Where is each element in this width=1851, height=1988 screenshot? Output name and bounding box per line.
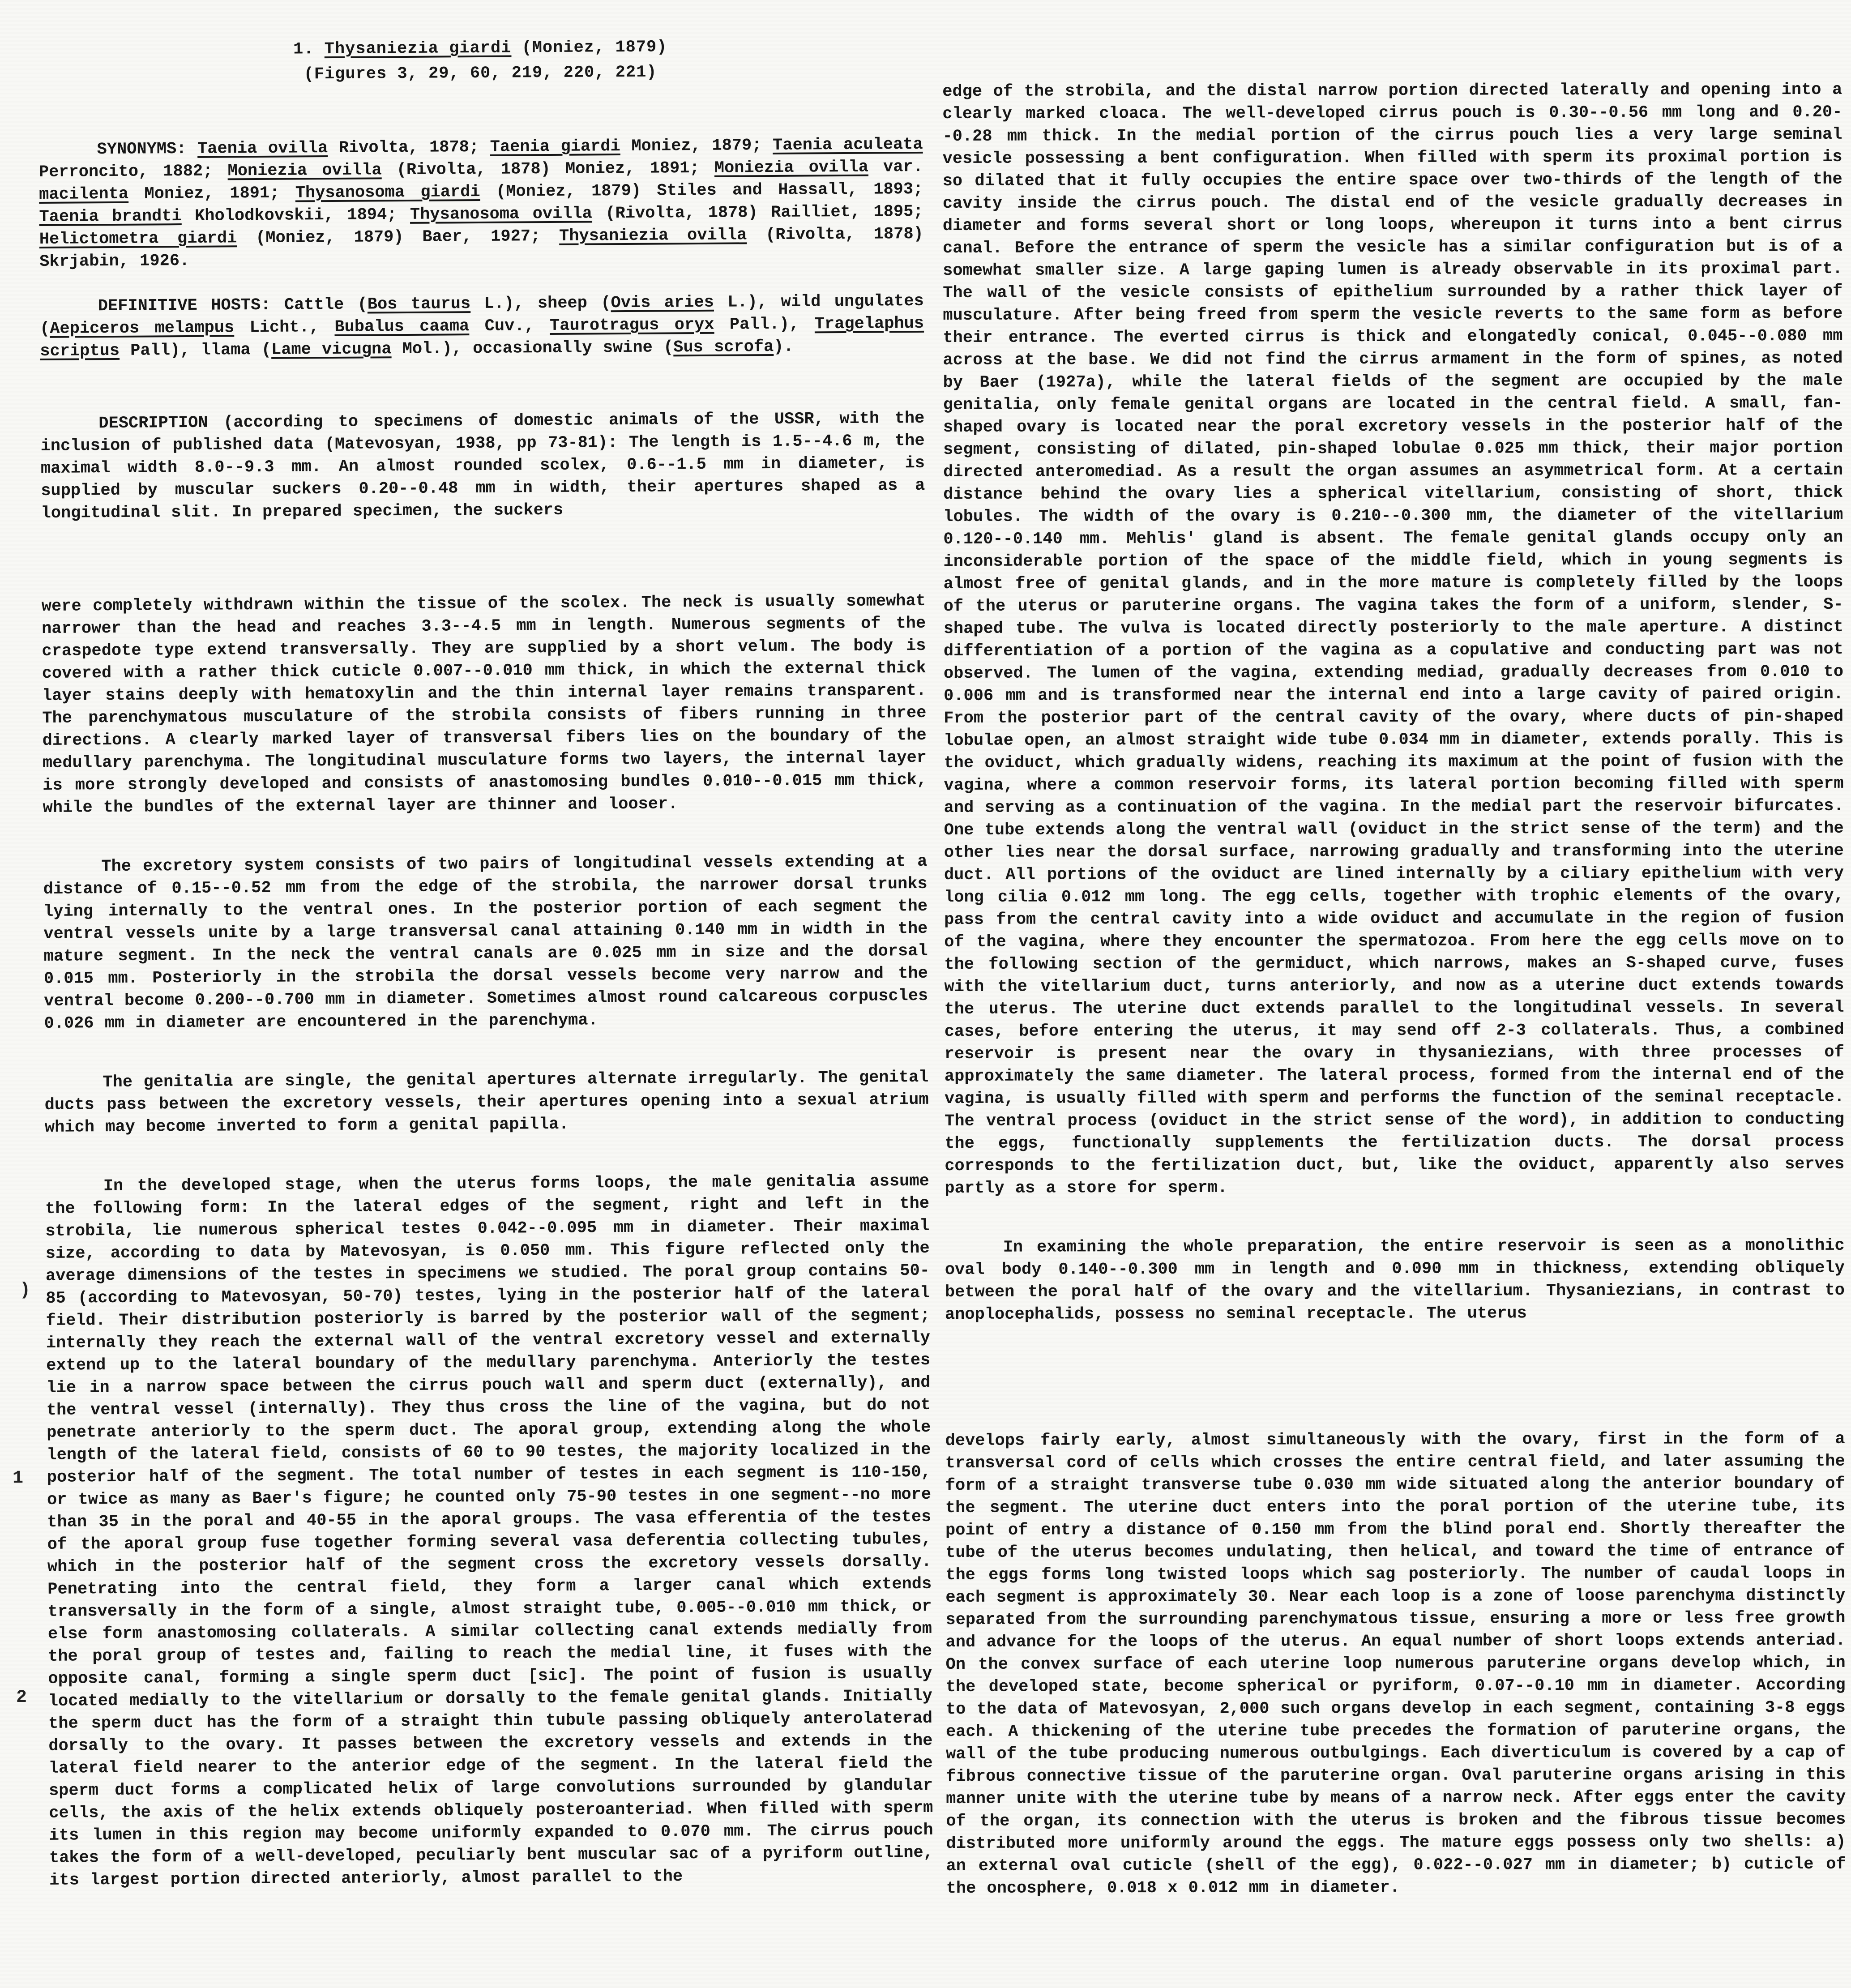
- right-column: [942, 29, 1846, 1900]
- margin-mark-2: 2: [16, 1688, 27, 1708]
- description-paragraph-1: DESCRIPTION (according to specimens of domestic animals of the USSR, with the inclusion of published data (Matevosyan, 1938, pp 73-81): The length is 1.5--4.6 m, the maximal width 8.0--9.3 mm. An almost rounded scolex, 0.6--1.5 mm in diameter, is supplied by muscular suckers 0.20--0.48 mm in width, their apertures shaped as a longitudinal slit. In prepared specimen, the suckers: [40, 409, 925, 523]
- synonyms-paragraph: SYNONYMS: Taenia ovilla Rivolta, 1878; Taenia giardi Moniez, 1879; Taenia aculeata Perroncito, 1882; Moniezia ovilla (Rivolta, 1878) Moniez, 1891; Moniezia ovilla var. macilenta Moniez, 1891; Thysanosoma giardi (Moniez, 1879) Stiles and Hassall, 1893; Taenia brandti Kholodkovskii, 1894; Thysanosoma ovilla (Rivolta, 1878) Railliet, 1895; Helictometra giardi (Moniez, 1879) Baer, 1927; Thysaniezia ovilla (Rivolta, 1878) Skrjabin, 1926.: [38, 135, 923, 271]
- left-column: [38, 25, 933, 1892]
- reservoir-paragraph: In examining the whole preparation, the entire reservoir is seen as a monolithic oval body 0.140--0.300 mm in length and 0.090 mm in thickness, extending obliquely between the poral half of the ovary and the vitellarium. Thysaniezians, in contrast to anoplocephalids, possess no seminal receptacle. The uterus: [945, 1236, 1845, 1324]
- description-paragraph-2: were completely withdrawn within the tissue of the scolex. The neck is usually somewhat narrower than the head and reaches 3.3--4.5 mm in length. Numerous segments of the craspedote type extend transversally. They are supplied by a short velum. The body is covered with a rather thick cuticle 0.007--0.010 mm thick, in which the external thick layer stains deeply with hematoxylin and the thin internal layer remains transparent. The parenchymatous musculature of the strobila consists of fibers running in three directions. A clearly marked layer of transversal fibers lies on the boundary of the medullary parenchyma. The longitudinal musculature forms two layers, the internal layer is more strongly developed and consists of anastomosing bundles 0.010--0.015 mm thick, while the bundles of the external layer are thinner and looser.: [41, 591, 927, 817]
- male-genitalia-paragraph: In the developed stage, when the uterus forms loops, the male genitalia assume the following form: In the lateral edges of the segment, right and left in the strobila, lie numerous spherical testes 0.042--0.095 mm in diameter. Their maximal size, according to data by Matevosyan, is 0.050 mm. This figure reflected only the average dimensions of the testes in specimens we studied. The poral group contains 50-85 (according to Matevosyan, 50-70) testes, lying in the posterior half of the lateral field. Their distribution posteriorly is barred by the posterior wall of the segment; internally they reach the external wall of the ventral excretory vessel and externally extend up to the lateral boundary of the medullary parenchyma. Anteriorly the testes lie in a narrow space between the cirrus pouch wall and sperm duct (externally), and the ventral vessel (internally). They thus cross the line of the vagina, but do not penetrate anteriorly to the sperm duct. The aporal group, extending along the whole length of the lateral field, consists of 60 to 90 testes, the majority localized in the posterior half of the segment. The total number of testes in each segment is 110-150, or twice as many as Baer's figure; he counted only 75-90 testes in one segment--no more than 35 in the poral and 40-55 in the aporal groups. The vasa efferentia of the testes of the aporal group fuse together forming several vasa deferentia collecting tubules, which in the posterior half of the segment cross the excretory vessels dorsally. Penetrating into the central field, they form a larger canal which extends transversally in the form of a single, almost straight tube, 0.005--0.010 mm thick, or else form anastomosing collaterals. A similar collecting canal extends medially from the poral group of testes and, failing to reach the medial line, it fuses with the opposite canal, forming a single sperm duct [sic]. The point of fusion is usually located medially to the vitellarium or dorsally to the female genital glands. Initially the sperm duct has the form of a straight thin tubule passing obliquely anterolaterad dorsally to the ovary. It passes between the excretory vessels and extends in the lateral field nearer to the anterior edge of the segment. In the lateral field the sperm duct forms a complicated helix of large convolutions surrounded by glandular cells, the axis of the helix extends obliquely posteroanteriad. When filled with sperm its lumen in this region may become uniformly expanded to 0.070 mm. The cirrus pouch takes the form of a well-developed, peculiarly bent muscular sac of a pyriform outline, its largest portion directed anteriorly, almost parallel to the: [45, 1171, 934, 1890]
- title-line-2: (Figures 3, 29, 60, 219, 220, 221): [304, 63, 657, 84]
- margin-mark-paren: ): [20, 1280, 31, 1300]
- title-line-1: 1. Thysaniezia giardi (Moniez, 1879): [293, 38, 667, 59]
- genitalia-paragraph: The genitalia are single, the genital apertures alternate irregularly. The genital ducts pass between the excretory vessels, their apertures opening into a sexual atrium which may become inverted to form a genital papilla.: [44, 1068, 929, 1137]
- section-title: [38, 33, 923, 89]
- cirrus-pouch-continuation-paragraph: edge of the strobila, and the distal narrow portion directed laterally and opening into a clearly marked cloaca. The well-developed cirrus pouch is 0.30--0.56 mm long and 0.20--0.28 mm thick. In the medial portion of the cirrus pouch lies a very large seminal vesicle possessing a bent configuration. When filled with sperm its proximal portion is so dilated that it fully occupies the entire space over two-thirds of the length of the cavity inside the cirrus pouch. The distal end of the vesicle gradually decreases in diameter and forms several short or long loops, whereupon it turns into a bent cirrus canal. Before the entrance of sperm the vesicle has a similar configuration but is of a somewhat smaller size. A large gaping lumen is already observable in its proximal part. The wall of the vesicle consists of epithelium surrounded by a rather thick layer of musculature. After being freed from sperm the vesicle reverts to the same form as before their entrance. The everted cirrus is thick and elongatedly conical, 0.045--0.080 mm across at the base. We did not find the cirrus armament in the form of spines, as noted by Baer (1927a), while the lateral fields of the segment are occupied by the male genitalia, only female genital organs are located in the central field. A small, fan-shaped ovary is located near the poral excretory vessels in the posterior half of the segment, consisting of dilated, pin-shaped lobulae 0.025 mm thick, their major portion directed anteromediad. As a result the organ assumes an asymmetrical form. At a certain distance behind the ovary lies a spherical vitellarium, consisting of short, thick lobules. The width of the ovary is 0.210--0.300 mm, the diameter of the vitellarium 0.120--0.140 mm. Mehlis' gland is absent. The female genital glands occupy only an inconsiderable portion of the space of the middle field, which in young segments is almost free of genital glands, and in the more mature is completely filled by the loops of the uterus or paruterine organs. The vagina takes the form of a uniform, slender, S-shaped tube. The vulva is located directly posteriorly to the male aperture. A distinct differentiation of a portion of the vagina as a copulative and conducting part was not observed. The lumen of the vagina, extending mediad, gradually decreases from 0.010 to 0.006 mm and is transformed near the internal end into a large cavity of paired origin. From the posterior part of the central cavity of the ovary, where ducts of pin-shaped lobulae open, an almost straight wide tube 0.034 mm in diameter, extends porally. This is the oviduct, which gradually widens, reaching its maximum at the point of fusion with the vagina, where a common reservoir forms, its lateral portion becoming filled with sperm and serving as a continuation of the vagina. In the medial part the reservoir bifurcates. One tube extends along the ventral wall (oviduct in the strict sense of the term) and the other lies near the dorsal surface, narrowing gradually and transforming into the uterine duct. All portions of the oviduct are lined internally by a ciliary epithelium with very long cilia 0.012 mm long. The egg cells, together with trophic elements of the ovary, pass from the central cavity into a wide oviduct and accumulate in the region of fusion of the vagina, where they encounter the spermatozoa. From here the egg cells move on to the following section of the germiduct, which narrows, makes an S-shaped curve, fuses with the vitellarium duct, turns anteriorly, and now as a uterine duct extends towards the uterus. The uterine duct extends parallel to the longitudinal vessels. In several cases, before entering the uterus, it may send off 2-3 collaterals. Thus, a combined reservoir is present near the ovary in thysaniezians, with three processes of approximately the same diameter. The lateral process, formed from the internal end of the vagina, is usually filled with sperm and performs the function of the seminal receptacle. The ventral process (oviduct in the strict sense of the word), in addition to conducting the eggs, functionally supplements the fertilization ducts. The dorsal process corresponds to the fertilization duct, but, like the oviduct, apparently also serves partly as a store for sperm.: [942, 80, 1845, 1198]
- definitive-hosts-paragraph: DEFINITIVE HOSTS: Cattle (Bos taurus L.), sheep (Ovis aries L.), wild ungulates (Aepiceros melampus Licht., Bubalus caama Cuv., Taurotragus oryx Pall.), Tragelaphus scriptus Pall), llama (Lame vicugna Mol.), occasionally swine (Sus scrofa).: [39, 291, 924, 361]
- two-column-layout: [38, 30, 1846, 1900]
- margin-mark-1: 1: [13, 1468, 24, 1488]
- excretory-system-paragraph: The excretory system consists of two pairs of longitudinal vessels extending at a distance of 0.15--0.52 mm from the edge of the strobila, the narrower dorsal trunks lying internally to the ventral ones. In the posterior portion of each segment the ventral vessels unite by a large transversal canal attaining 0.140 mm in width in the mature segment. In the neck the ventral canals are 0.025 mm in size and the dorsal 0.015 mm. Posteriorly in the strobila the dorsal vessels become very narrow and the ventral become 0.200--0.700 mm in diameter. Sometimes almost round calcareous corpuscles 0.026 mm in diameter are encountered in the parenchyma.: [43, 852, 928, 1033]
- uterus-development-paragraph: develops fairly early, almost simultaneously with the ovary, first in the form of a transversal cord of cells which crosses the entire central field, and later assuming the form of a straight transverse tube 0.030 mm wide situated along the anterior boundary of the segment. The uterine duct enters into the poral portion of the uterine tube, its point of entry a distance of 0.150 mm from the blind poral end. Shortly thereafter the tube of the uterus becomes undulating, then helical, and toward the time of entrance of the eggs forms long twisted loops which sag posteriorly. The number of caudal loops in each segment is approximately 30. Near each loop is a zone of loose parenchyma distinctly separated from the surrounding parenchymatous tissue, ensuring a more or less free growth and advance for the loops of the uterus. An equal number of short loops extends anteriad. On the convex surface of each uterine loop numerous paruterine organs develop which, in the developed state, become spherical or pyriform, 0.07--0.10 mm in diameter. According to the data of Matevosyan, 2,000 such organs develop in each segment, containing 3-8 eggs each. A thickening of the uterine tube precedes the formation of paruterine organs, the wall of the tube producing numerous outbulgings. Each diverticulum is covered by a cap of fibrous connective tissue of the paruterine organ. Oval paruterine organs arising in this manner unite with the uterine tube by means of a narrow neck. After eggs enter the cavity of the organ, its connection with the uterus is broken and the fibrous tissue becomes distributed more uniformly around the eggs. The mature eggs possess only two shells: a) an external oval cuticle (shell of the egg), 0.022--0.027 mm in diameter; b) cuticle of the oncosphere, 0.018 x 0.012 mm in diameter.: [945, 1429, 1846, 1898]
